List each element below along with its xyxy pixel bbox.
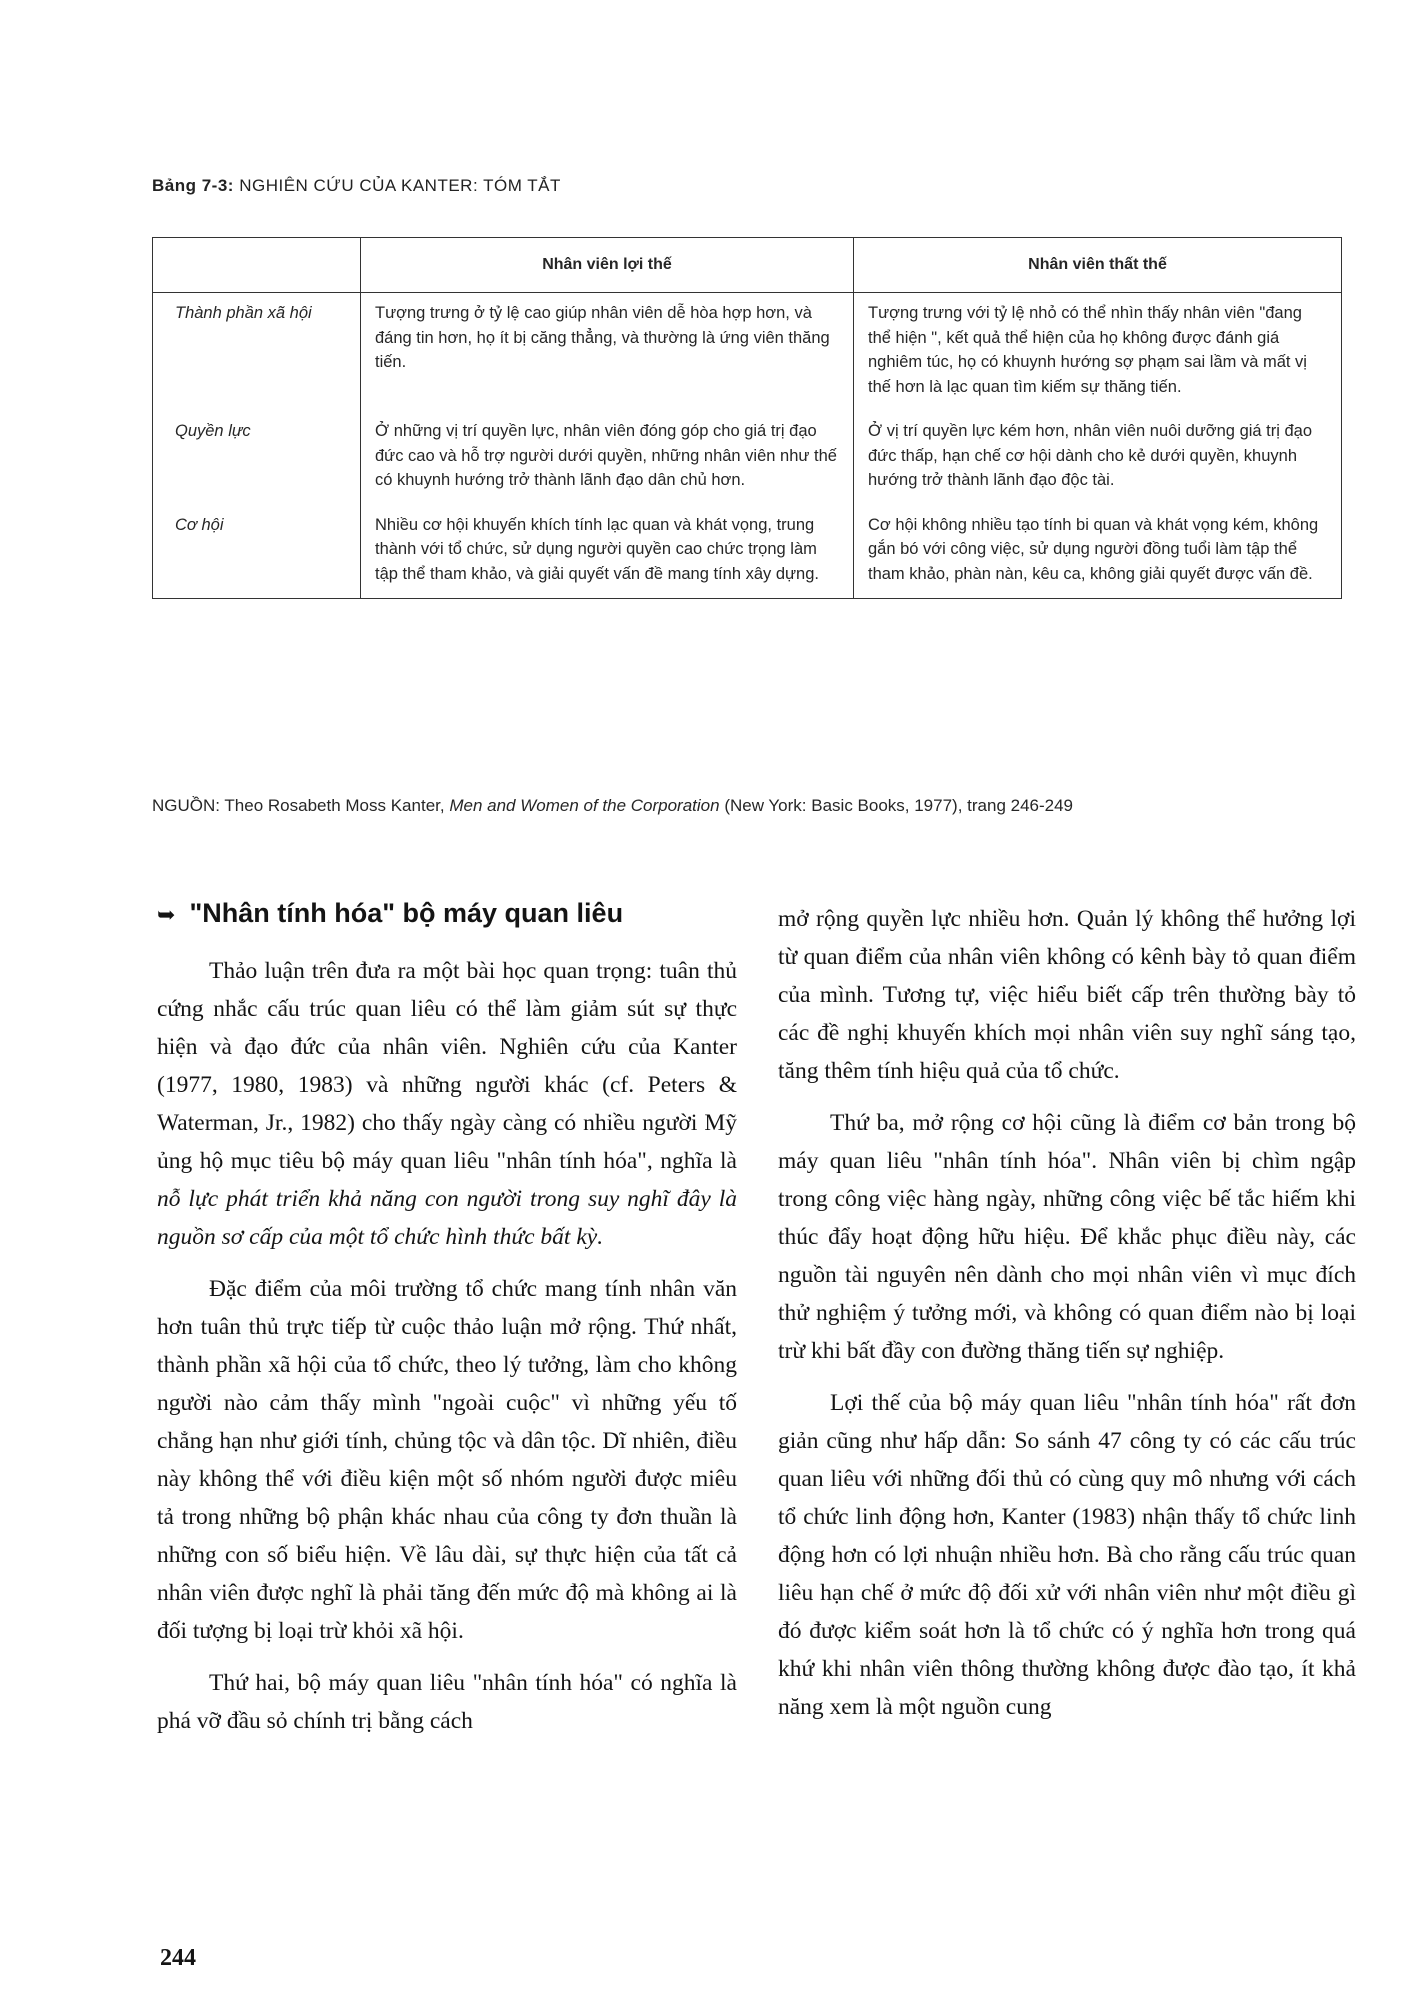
paragraph: Thứ ba, mở rộng cơ hội cũng là điểm cơ bản trong bộ máy quan liêu "nhân tính hóa". Nhân viên bị chìm ngập trong công việc hàng ngày, những công việc bế tắc hiếm khi thúc đẩy hoạt động hữu hiệu. Để khắc phục điều này, các nguồn tài nguyên nên dành cho mọi nhân viên vì mục đích thử nghiệm ý tưởng mới, và không có quan điểm nào bị loại trừ khi bất đầy con đường thăng tiến sự nghiệp. bbox=[778, 1110, 1356, 1364]
table-row bbox=[153, 293, 1342, 412]
table-caption bbox=[152, 176, 561, 196]
table-row bbox=[153, 505, 1342, 599]
disadvantaged-cell: Cơ hội không nhiều tạo tính bi quan và khát vọng kém, không gắn bó với công việc, sử dụng người đồng tuổi làm tập thể tham khảo, phàn nàn, kêu ca, không giải quyết được vấn đề. bbox=[854, 505, 1342, 599]
paragraph: Thứ hai, bộ máy quan liêu "nhân tính hóa" có nghĩa là phá vỡ đầu sỏ chính trị bằng cách bbox=[157, 1670, 737, 1734]
table-caption-title: NGHIÊN CỨU CỦA KANTER: TÓM TẮT bbox=[233, 176, 561, 195]
source-suffix: (New York: Basic Books, 1977), trang 246-249 bbox=[719, 796, 1074, 815]
page-number: 244 bbox=[160, 1945, 196, 1971]
emphasis-text: nỗ lực phát triển khả năng con người trong suy nghĩ đây là nguồn sơ cấp của một tổ chức hình thức bất kỳ. bbox=[157, 1186, 737, 1250]
row-label: Thành phần xã hội bbox=[153, 293, 361, 412]
table-row bbox=[153, 411, 1342, 505]
arrow-icon: ➥ bbox=[157, 902, 176, 927]
disadvantaged-cell: Ở vị trí quyền lực kém hơn, nhân viên nuôi dưỡng giá trị đạo đức thấp, hạn chế cơ hội dành cho kẻ dưới quyền, khuynh hướng trở thành lãnh đạo độc tài. bbox=[854, 411, 1342, 505]
table-source-note bbox=[152, 796, 1073, 816]
paragraph bbox=[157, 952, 737, 1256]
table-caption-label: Bảng 7-3: bbox=[152, 176, 234, 195]
right-text-column bbox=[778, 900, 1356, 1726]
table-header-row bbox=[153, 238, 1342, 293]
section-heading bbox=[157, 898, 747, 929]
paragraph: mở rộng quyền lực nhiều hơn. Quản lý không thể hưởng lợi từ quan điểm của nhân viên không có kênh bày tỏ quan điểm của mình. Tương tự, việc hiểu biết cấp trên thường bày tỏ các đề nghị khuyến khích mọi nhân viên suy nghĩ sáng tạo, tăng thêm tính hiệu quả của tổ chức. bbox=[778, 906, 1356, 1084]
kanter-summary-table bbox=[152, 237, 1342, 599]
section-title-text: "Nhân tính hóa" bộ máy quan liêu bbox=[189, 898, 624, 928]
paragraph-text: Thảo luận trên đưa ra một bài học quan trọng: tuân thủ cứng nhắc cấu trúc quan liêu có thể làm giảm sút sự thực hiện và đạo đức của nhân viên. Nghiên cứu của Kanter (1977, 1980, 1983) và những người khác (cf. Peters & Waterman, Jr., 1982) cho thấy ngày càng có nhiều người Mỹ ủng hộ mục tiêu bộ máy quan liêu "nhân tính hóa", nghĩa là bbox=[157, 958, 737, 1174]
table-header-advantaged: Nhân viên lợi thế bbox=[361, 238, 854, 293]
row-label: Quyền lực bbox=[153, 411, 361, 505]
disadvantaged-cell: Tượng trưng với tỷ lệ nhỏ có thể nhìn thấy nhân viên "đang thể hiện ", kết quả thể hiện của họ không được đánh giá nghiêm túc, họ có khuynh hướng sợ phạm sai lầm và mất vị thế hơn là lạc quan tìm kiếm sự thăng tiến. bbox=[854, 293, 1342, 412]
left-text-column bbox=[157, 952, 737, 1740]
paragraph: Lợi thế của bộ máy quan liêu "nhân tính hóa" rất đơn giản cũng như hấp dẫn: So sánh 47 công ty có các cấu trúc quan liêu với những đối thủ có cùng quy mô nhưng với cách tổ chức linh động hơn, Kanter (1983) nhận thấy tổ chức linh động hơn có lợi nhuận nhiều hơn. Bà cho rằng cấu trúc quan liêu hạn chế ở mức độ đối xử với nhân viên như một điều gì đó được kiểm soát hơn là tổ chức có ý nghĩa hơn trong quá khứ khi nhân viên thông thường không được đào tạo, ít khả năng xem là một nguồn cung bbox=[778, 1390, 1356, 1720]
advantaged-cell: Nhiều cơ hội khuyến khích tính lạc quan và khát vọng, trung thành với tổ chức, sử dụng người quyền cao chức trọng làm tập thể tham khảo, và giải quyết vấn đề mang tính xây dựng. bbox=[361, 505, 854, 599]
paragraph: Đặc điểm của môi trường tổ chức mang tính nhân văn hơn tuân thủ trực tiếp từ cuộc thảo luận mở rộng. Thứ nhất, thành phần xã hội của tổ chức, theo lý tưởng, làm cho không người nào cảm thấy mình "ngoài cuộc" vì những yếu tố chẳng hạn như giới tính, chủng tộc và dân tộc. Dĩ nhiên, điều này không thể với điều kiện một số nhóm người được miêu tả trong những bộ phận khác nhau của công ty đơn thuần là những con số biểu hiện. Về lâu dài, sự thực hiện của tất cả nhân viên được nghĩ là phải tăng đến mức độ mà không ai là đối tượng bị loại trừ khỏi xã hội. bbox=[157, 1276, 737, 1644]
row-label: Cơ hội bbox=[153, 505, 361, 599]
source-prefix: NGUỒN: Theo Rosabeth Moss Kanter, bbox=[152, 796, 450, 815]
advantaged-cell: Ở những vị trí quyền lực, nhân viên đóng góp cho giá trị đạo đức cao và hỗ trợ người dưới quyền, những nhân viên như thế có khuynh hướng trở thành lãnh đạo dân chủ hơn. bbox=[361, 411, 854, 505]
advantaged-cell: Tượng trưng ở tỷ lệ cao giúp nhân viên dễ hòa hợp hơn, và đáng tin hơn, họ ít bị căng thẳng, và thường là ứng viên thăng tiến. bbox=[361, 293, 854, 412]
source-book-title: Men and Women of the Corporation bbox=[449, 796, 720, 815]
table-header-empty bbox=[153, 238, 361, 293]
table-header-disadvantaged: Nhân viên thất thế bbox=[854, 238, 1342, 293]
